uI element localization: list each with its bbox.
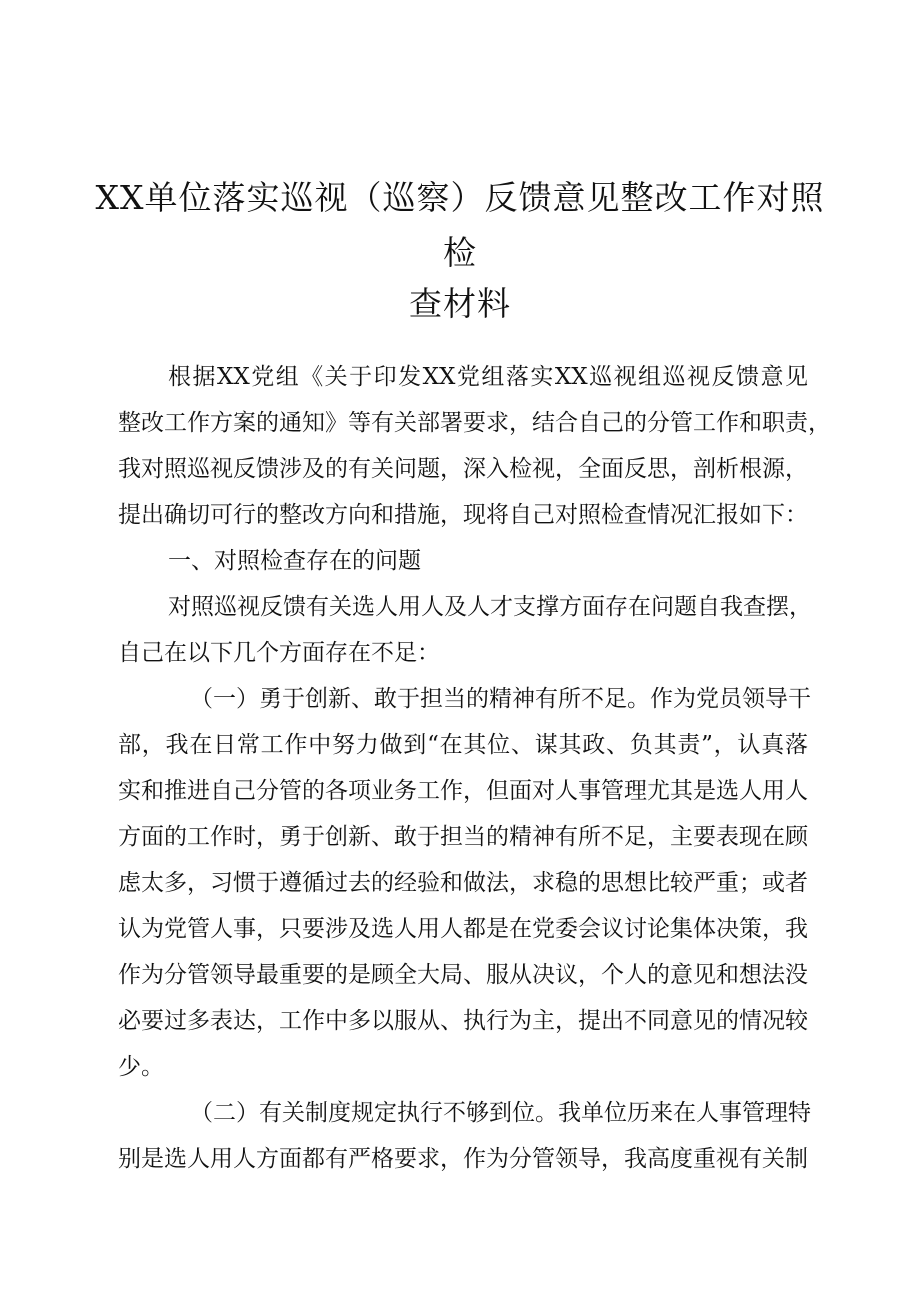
section-heading-1: 一、对照检查存在的问题 — [168, 548, 421, 574]
document-title-line-3: 查材料 — [409, 284, 511, 323]
paragraph-item-1-line-7: 作为分管领导最重要的是顾全大局、服从决议，个人的意见和想法没 — [118, 962, 808, 988]
paragraph-item-1-line-3: 实和推进自己分管的各项业务工作，但面对人事管理尤其是选人用人 — [118, 778, 808, 804]
paragraph-item-2-line-1: （二）有关制度规定执行不够到位。我单位历来在人事管理特 — [190, 1100, 811, 1126]
paragraph-item-1-line-8: 必要过多表达，工作中多以服从、执行为主，提出不同意见的情况较 — [118, 1008, 808, 1034]
paragraph-item-1-line-6: 认为党管人事，只要涉及选人用人都是在党委会议讨论集体决策，我 — [118, 916, 808, 942]
paragraph-review-line-2: 自己在以下几个方面存在不足： — [118, 640, 440, 666]
paragraph-item-1-line-5: 虑太多，习惯于遵循过去的经验和做法，求稳的思想比较严重；或者 — [118, 870, 808, 896]
paragraph-review-line-1: 对照巡视反馈有关选人用人及人才支撑方面存在问题自我查摆， — [168, 594, 812, 620]
paragraph-item-1-line-4: 方面的工作时，勇于创新、敢于担当的精神有所不足，主要表现在顾 — [118, 824, 808, 850]
paragraph-intro-line-3: 我对照巡视反馈涉及的有关问题，深入检视，全面反思，剖析根源， — [118, 456, 808, 482]
paragraph-item-1-line-1: （一）勇于创新、敢于担当的精神有所不足。作为党员领导干 — [190, 686, 811, 712]
paragraph-item-2-line-2: 别是选人用人方面都有严格要求，作为分管领导，我高度重视有关制 — [118, 1146, 808, 1172]
paragraph-intro-line-1: 根据XX党组《关于印发XX党组落实XX巡视组巡视反馈意见 — [168, 364, 808, 390]
paragraph-item-1-line-9: 少。 — [118, 1054, 164, 1080]
paragraph-intro-line-4: 提出确切可行的整改方向和措施，现将自己对照检查情况汇报如下： — [118, 502, 808, 528]
paragraph-item-1-line-2: 部，我在日常工作中努力做到“在其位、谋其政、负其责”，认真落 — [118, 732, 808, 758]
document-title-line-2: 检 — [443, 233, 477, 272]
document-title-line-1: XX单位落实巡视（巡察）反馈意见整改工作对照 — [95, 178, 825, 217]
paragraph-intro-line-2: 整改工作方案的通知》等有关部署要求，结合自己的分管工作和职责， — [118, 410, 831, 436]
